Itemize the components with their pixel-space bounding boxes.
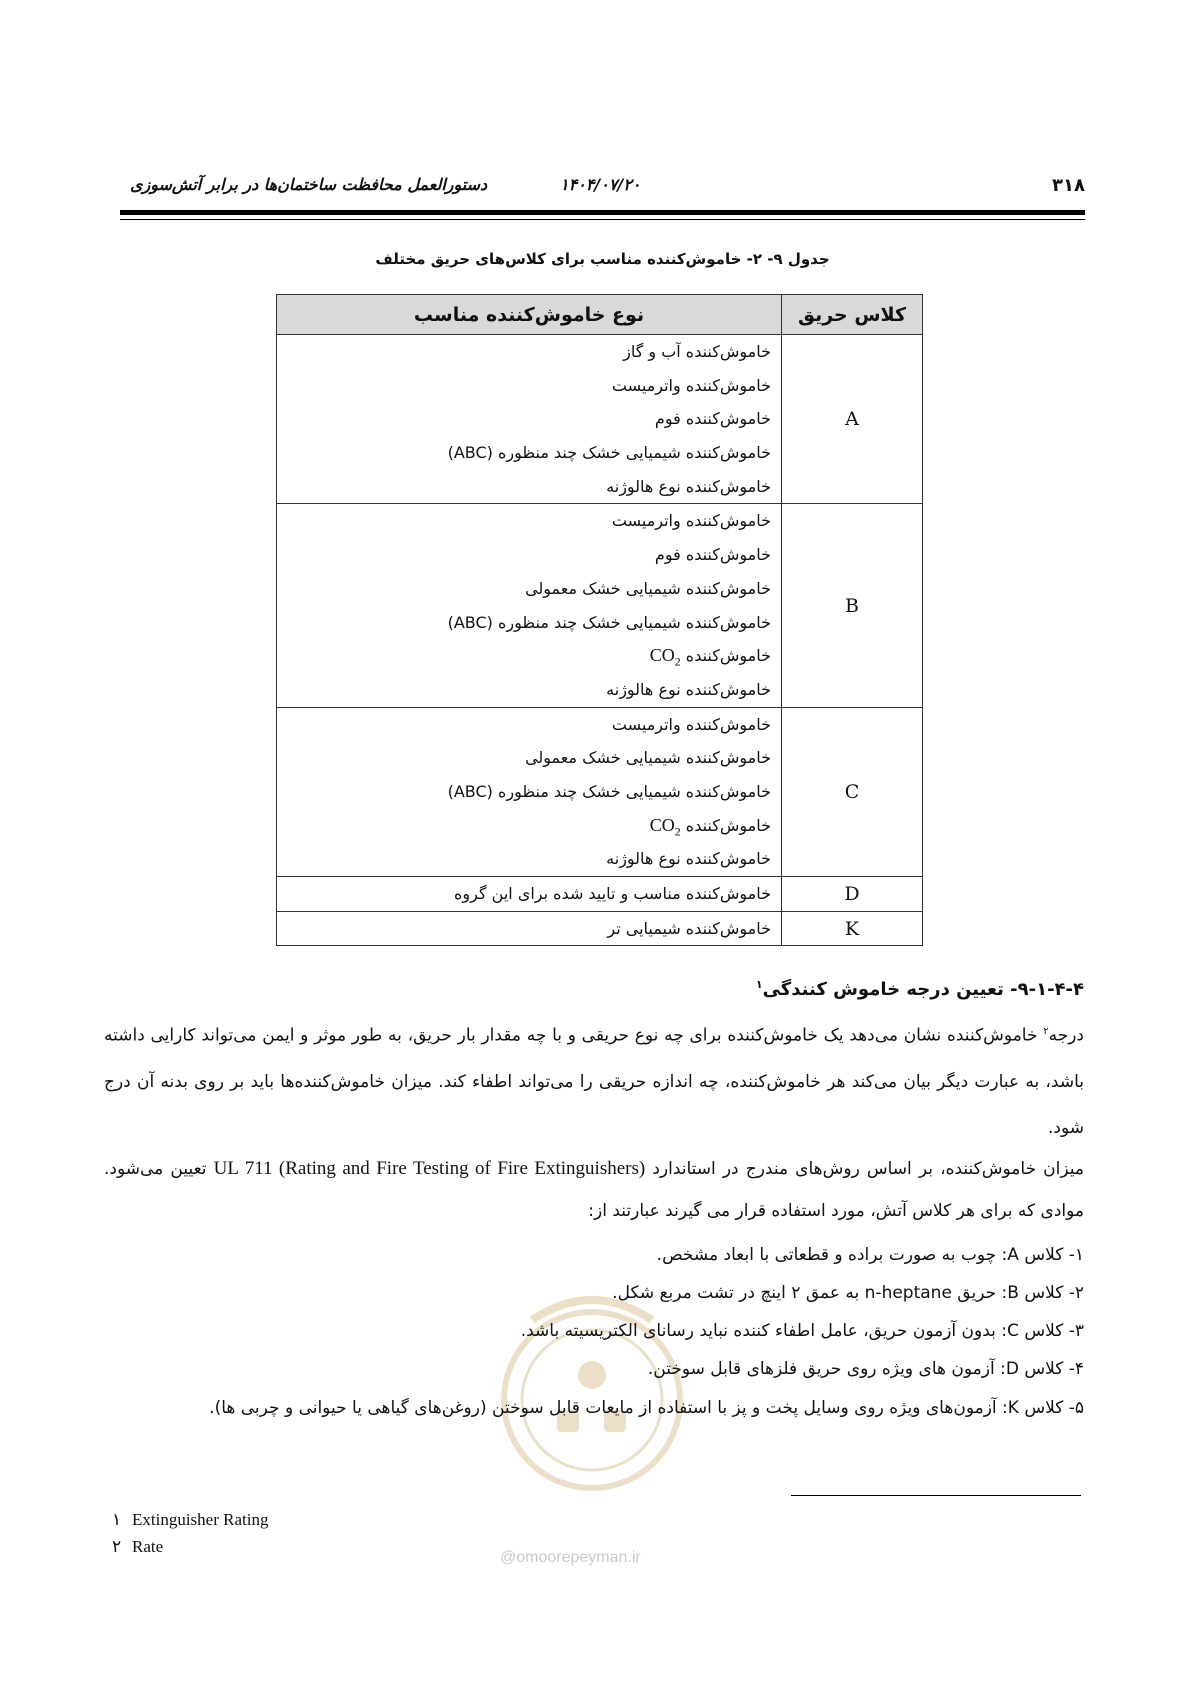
section-heading-text: ۹-۱-۴-۴- تعیین درجه خاموش کنندگی <box>762 979 1084 1000</box>
extinguisher-item: خاموش‌کننده آب و گاز <box>623 342 771 361</box>
extinguisher-item: خاموش‌کننده نوع هالوژنه <box>606 849 771 869</box>
extinguisher-item: خاموش‌کننده شیمیایی خشک معمولی <box>525 748 771 768</box>
extinguisher-item: خاموش‌کننده فوم <box>654 545 771 565</box>
table-row-class-d <box>277 877 923 912</box>
extinguisher-item: خاموش‌کننده مناسب و تایید شده برای این گروه <box>454 884 771 903</box>
column-header-extinguisher: نوع خاموش‌کننده مناسب <box>277 295 782 335</box>
extinguisher-cell <box>277 707 782 876</box>
extinguisher-item: خاموش‌کننده شیمیایی خشک معمولی <box>525 578 771 598</box>
class-cell: D <box>782 877 923 912</box>
list-item: ۴- کلاس D: آزمون های ویژه روی حریق فلزهای قابل سوختن. <box>647 1359 1084 1379</box>
header-rule-thin <box>120 219 1085 220</box>
class-test-list <box>104 1236 1084 1428</box>
section-heading <box>756 978 1084 1000</box>
table-row-class-c <box>277 707 923 876</box>
page-header <box>120 175 1085 205</box>
class-cell: K <box>782 911 923 946</box>
class-cell: A <box>782 335 923 504</box>
class-cell: B <box>782 504 923 707</box>
paragraph-standard-start: میزان خاموش‌کننده، بر اساس روش‌های مندرج در استاندارد <box>652 1159 1085 1179</box>
header-date: ۱۴۰۴/۰۷/۲۰ <box>560 175 641 194</box>
header-doc-title: دستورالعمل محافظت ساختمان‌ها در برابر آتش‌سوزی <box>130 175 488 194</box>
footnote-rule <box>791 1495 1081 1496</box>
standard-reference: UL 711 (Rating and Fire Testing of Fire Extinguishers) <box>213 1158 646 1179</box>
extinguisher-item: خاموش‌کننده $CO_2$ <box>649 814 771 839</box>
table-row-class-b <box>277 504 923 707</box>
paragraph-rating <box>104 1009 1084 1151</box>
footnote-text: Extinguisher Rating <box>132 1510 269 1529</box>
heading-footnote-ref: ۱ <box>755 978 763 991</box>
footnote-2 <box>112 1537 163 1557</box>
class-cell: C <box>782 707 923 876</box>
extinguisher-table <box>276 294 923 946</box>
extinguisher-item: خاموش‌کننده شیمیایی خشک چند منظوره (ABC) <box>447 443 771 463</box>
table-caption: جدول ۹- ۲- خاموش‌کننده مناسب برای کلاس‌های حریق مختلف <box>375 250 830 268</box>
paragraph-rating-start: درجه <box>1048 1025 1084 1046</box>
list-item: ۱- کلاس A: چوب به صورت براده و قطعاتی با ابعاد مشخص. <box>656 1245 1084 1265</box>
paragraph-standard <box>104 1148 1084 1232</box>
extinguisher-cell <box>277 335 782 504</box>
header-rule-thick <box>120 210 1085 215</box>
extinguisher-item: خاموش‌کننده $CO_2$ <box>649 645 771 669</box>
extinguisher-item: خاموش‌کننده نوع هالوژنه <box>606 476 771 496</box>
extinguisher-cell <box>277 911 782 946</box>
footnote-1 <box>112 1510 268 1530</box>
table-row-class-k <box>277 911 923 946</box>
table-row-class-a <box>277 335 923 504</box>
extinguisher-item: خاموش‌کننده نوع هالوژنه <box>606 679 771 699</box>
column-header-class: کلاس حریق <box>782 295 923 335</box>
list-item: ۵- کلاس K: آزمون‌های ویژه روی وسایل پخت و پز با استفاده از مایعات قابل سوختن (روغن‌های گیاهی یا حیوانی و چربی‌ ها). <box>209 1398 1084 1418</box>
extinguisher-item: خاموش‌کننده شیمیایی تر <box>607 918 771 938</box>
list-item: ۳- کلاس C: بدون آزمون حریق، عامل اطفاء کننده نباید رسانای الکتریسیته باشد. <box>520 1321 1084 1341</box>
extinguisher-item: خاموش‌کننده شیمیایی خشک چند منظوره (ABC) <box>447 612 771 632</box>
list-item: ۲- کلاس B: حریق n-heptane به عمق ۲ اینچ در تشت مربع شکل. <box>612 1283 1084 1303</box>
extinguisher-item: خاموش‌کننده فوم <box>654 409 771 429</box>
extinguisher-item: خاموش‌کننده شیمیایی خشک چند منظوره (ABC) <box>447 781 771 801</box>
extinguisher-item: خاموش‌کننده واترمیست <box>611 714 771 734</box>
extinguisher-item: خاموش‌کننده واترمیست <box>611 375 771 395</box>
footnote-text: Rate <box>132 1537 164 1556</box>
footnote-number: ۲ <box>112 1537 122 1556</box>
paragraph-rating-text: خاموش‌کننده نشان می‌دهد یک خاموش‌کننده برای چه نوع حریقی و با چه مقدار بار حریق، به طور موثر و ایمن می‌تواند کارایی داشته باشد، به عبارت دیگر بیان می‌کند هر خاموش‌کننده، چه اندازه حریقی را می‌تواند اطفاء کند. میزان خاموش‌کننده‌ها باید بر روی بدنه آن درج شود. <box>104 1025 1084 1138</box>
extinguisher-item: خاموش‌کننده واترمیست <box>611 511 771 531</box>
footnote-number: ۱ <box>112 1510 122 1529</box>
extinguisher-cell <box>277 504 782 707</box>
paragraph-standard-end: تعیین می‌شود. موادی که برای هر کلاس آتش، مورد استفاده قرار می گیرند عبارتند از: <box>104 1159 1084 1221</box>
page-number: ۳۱۸ <box>1052 175 1085 196</box>
paragraph-footnote-ref: ۲ <box>1043 1026 1049 1037</box>
extinguisher-cell <box>277 877 782 912</box>
table-header-row <box>277 295 923 335</box>
watermark-text: @omoorepeyman.ir <box>500 1549 641 1566</box>
